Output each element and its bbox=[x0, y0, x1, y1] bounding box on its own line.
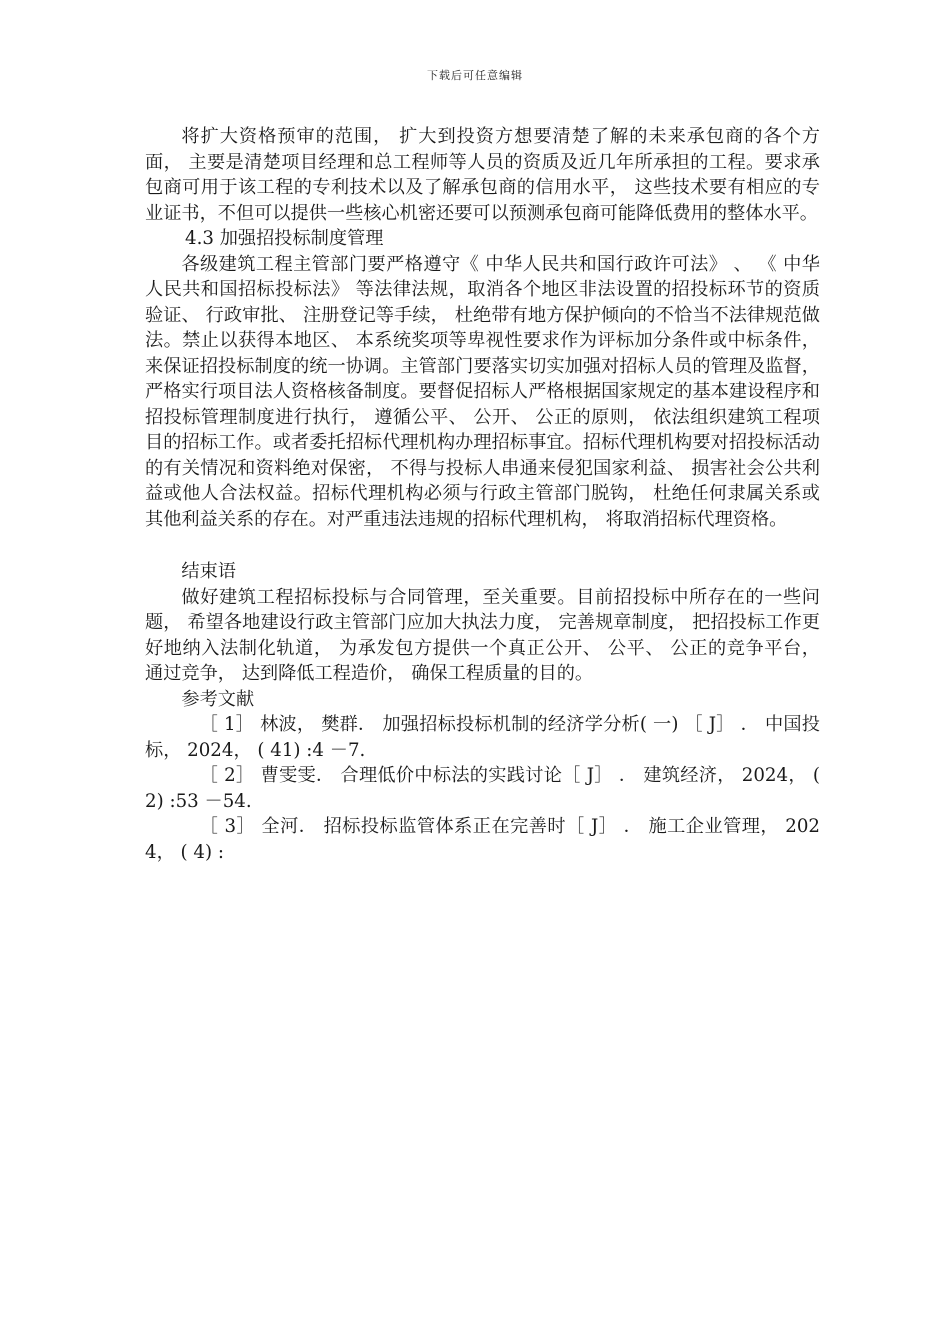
document-body bbox=[145, 124, 820, 865]
reference-item: ［ 2］ 曹雯雯． 合理低价中标法的实践讨论［ J］ ． 建筑经济， 2024， ( 2) :53 －54. bbox=[145, 765, 820, 812]
reference-item: ［ 3］ 全河． 招标投标监管体系正在完善时［ J］ ． 施工企业管理， 2024， ( 4) : bbox=[145, 816, 820, 863]
paragraph-prequalification: 将扩大资格预审的范围， 扩大到投资方想要清楚了解的未来承包商的各个方面， 主要是清楚项目经理和总工程师等人员的资质及近几年所承担的工程。要求承包商可用于该工程的专利技术以及了解承包商的信用水平， 这些技术要有相应的专业证书，不但可以提供一些核心机密还要可以预测承包商可能降低费用的整体水平。 bbox=[145, 126, 820, 224]
page-header: 下载后可任意编辑 bbox=[427, 69, 523, 82]
paragraph-conclusion: 做好建筑工程招标投标与合同管理，至关重要。目前招投标中所存在的一些问题， 希望各地建设行政主管部门应加大执法力度， 完善规章制度， 把招投标工作更好地纳入法制化轨道， 为承发包方提供一个真正公开、 公平、 公正的竞争平台， 通过竞争， 达到降低工程造价， 确保工程质量的目的。 bbox=[145, 586, 820, 684]
section-heading-4-3: 4.3 加强招投标制度管理 bbox=[185, 228, 384, 249]
reference-item: ［ 1］ 林波， 樊群． 加强招标投标机制的经济学分析( 一) ［ J］ ． 中国投标， 2024， ( 41) :4 －7. bbox=[145, 714, 820, 761]
conclusion-title: 结束语 bbox=[181, 561, 236, 582]
references-title: 参考文献 bbox=[181, 688, 255, 710]
paragraph-management: 各级建筑工程主管部门要严格遵守《 中华人民共和国行政许可法》 、 《 中华人民共和国招标投标法》 等法律法规，取消各个地区非法设置的招投标环节的资质验证、 行政审批、 注册登记等手续， 杜绝带有地方保护倾向的不恰当不法律规范做法。禁止以获得本地区、 本系统奖项等卑视性要求作为评标加分条件或中标条件， 来保证招投标制度的统一协调。主管部门要落实切实加强对招标人员的管理及监督， 严格实行项目法人资格核备制度。要督促招标人严格根据国家规定的基本建设程序和招投标管理制度进行执行， 遵循公平、 公开、 公正的原则， 依法组织建筑工程项目的招标工作。或者委托招标代理机构办理招标事宜。招标代理机构要对招投标活动的有关情况和资料绝对保密， 不得与投标人串通来侵犯国家利益、 损害社会公共利益或他人合法权益。招标代理机构必须与行政主管部门脱钩， 杜绝任何隶属关系或其他利益关系的存在。对严重违法违规的招标代理机构， 将取消招标代理资格。 bbox=[145, 253, 820, 530]
paragraph-spacer bbox=[145, 532, 820, 559]
